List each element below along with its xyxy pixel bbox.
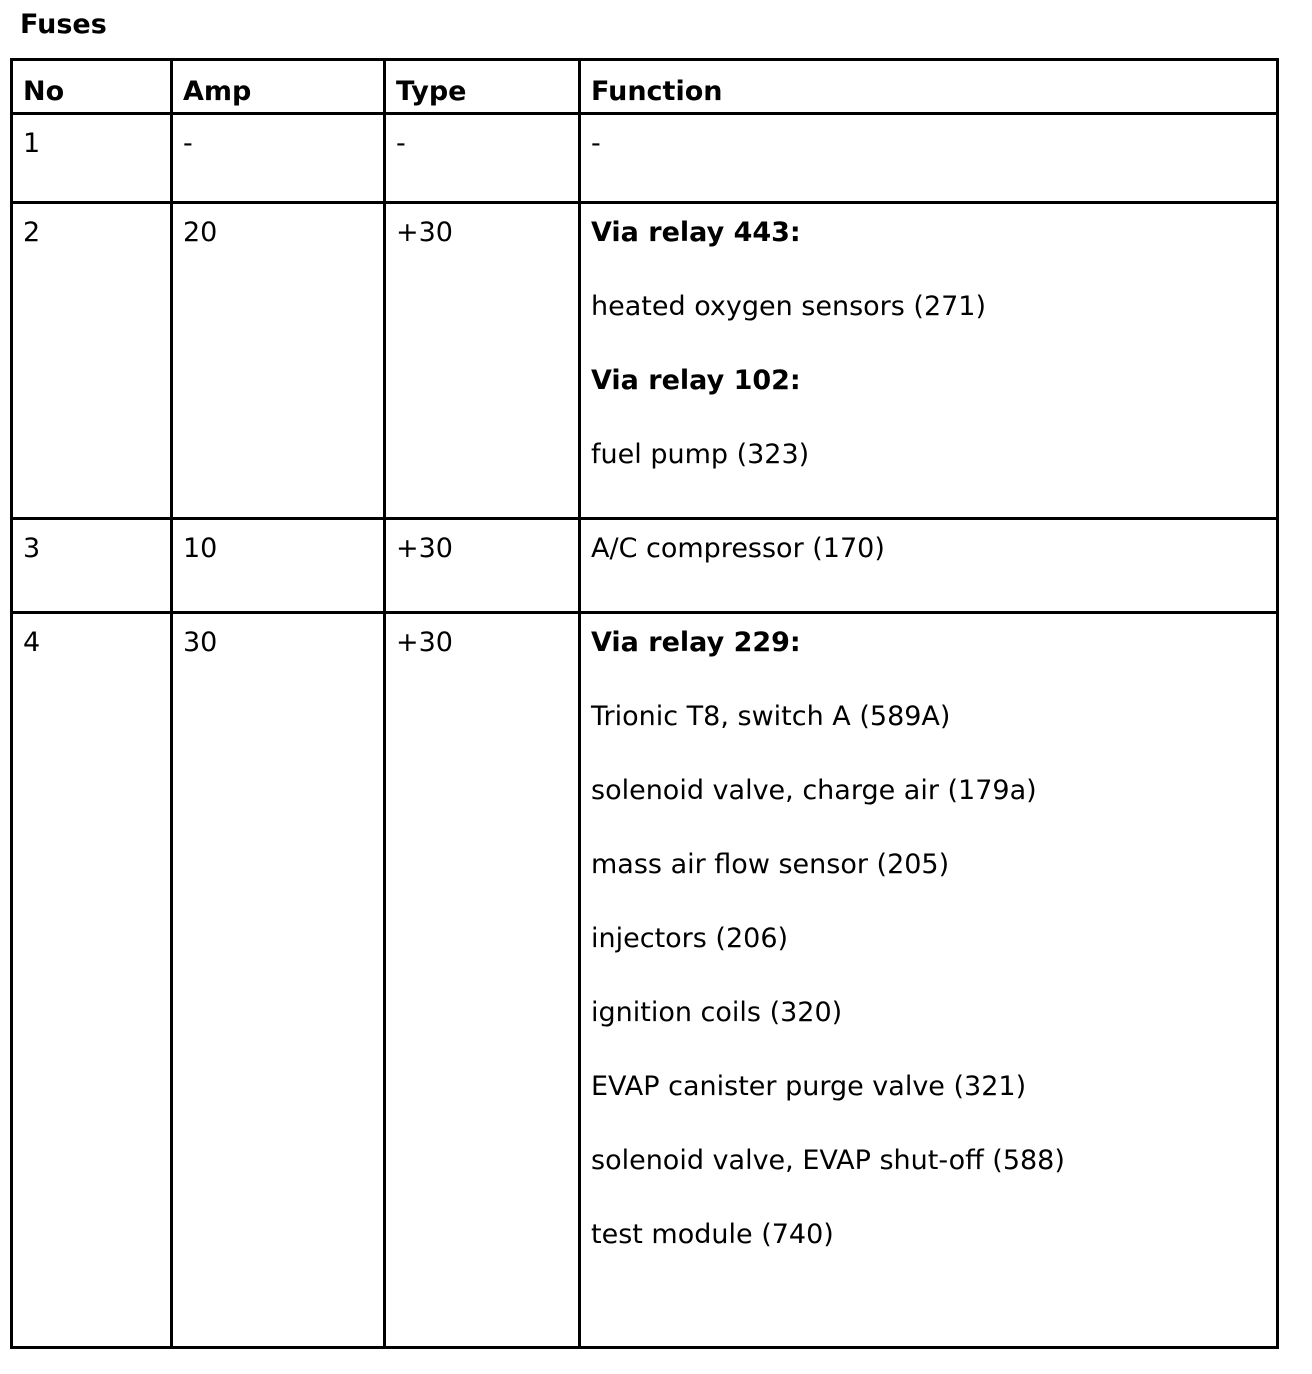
column-header-amp: Amp [172, 60, 385, 114]
cell-no: 4 [12, 613, 172, 1348]
function-line: solenoid valve, charge air (179a) [591, 775, 1037, 806]
cell-function [580, 519, 1278, 613]
fuse-table [10, 58, 1279, 1349]
function-line: heated oxygen sensors (271) [591, 291, 987, 322]
function-line: test module (740) [591, 1219, 834, 1250]
cell-type: +30 [385, 519, 580, 613]
cell-no: 3 [12, 519, 172, 613]
cell-function [580, 613, 1278, 1348]
function-line: A/C compressor (170) [591, 533, 885, 564]
table-row [12, 519, 1278, 613]
cell-type: +30 [385, 613, 580, 1348]
function-relay-heading: Via relay 102: [591, 365, 801, 396]
function-line: fuel pump (323) [591, 439, 810, 470]
cell-type: - [385, 114, 580, 203]
function-relay-heading: Via relay 229: [591, 627, 801, 658]
function-line: EVAP canister purge valve (321) [591, 1071, 1027, 1102]
cell-amp: 20 [172, 203, 385, 519]
cell-function [580, 114, 1278, 203]
cell-function [580, 203, 1278, 519]
cell-no: 2 [12, 203, 172, 519]
cell-amp: 10 [172, 519, 385, 613]
function-line: - [591, 128, 601, 159]
cell-amp: 30 [172, 613, 385, 1348]
function-line: ignition coils (320) [591, 997, 843, 1028]
function-line: injectors (206) [591, 923, 789, 954]
cell-amp: - [172, 114, 385, 203]
cell-type: +30 [385, 203, 580, 519]
table-row [12, 613, 1278, 1348]
table-row [12, 114, 1278, 203]
table-header-row [12, 60, 1278, 114]
function-relay-heading: Via relay 443: [591, 217, 801, 248]
function-line: Trionic T8, switch A (589A) [591, 701, 951, 732]
function-line: mass air flow sensor (205) [591, 849, 950, 880]
column-header-function: Function [580, 60, 1278, 114]
page-title: Fuses [20, 9, 107, 40]
function-line: solenoid valve, EVAP shut-off (588) [591, 1145, 1065, 1176]
column-header-type: Type [385, 60, 580, 114]
cell-no: 1 [12, 114, 172, 203]
column-header-no: No [12, 60, 172, 114]
table-row [12, 203, 1278, 519]
